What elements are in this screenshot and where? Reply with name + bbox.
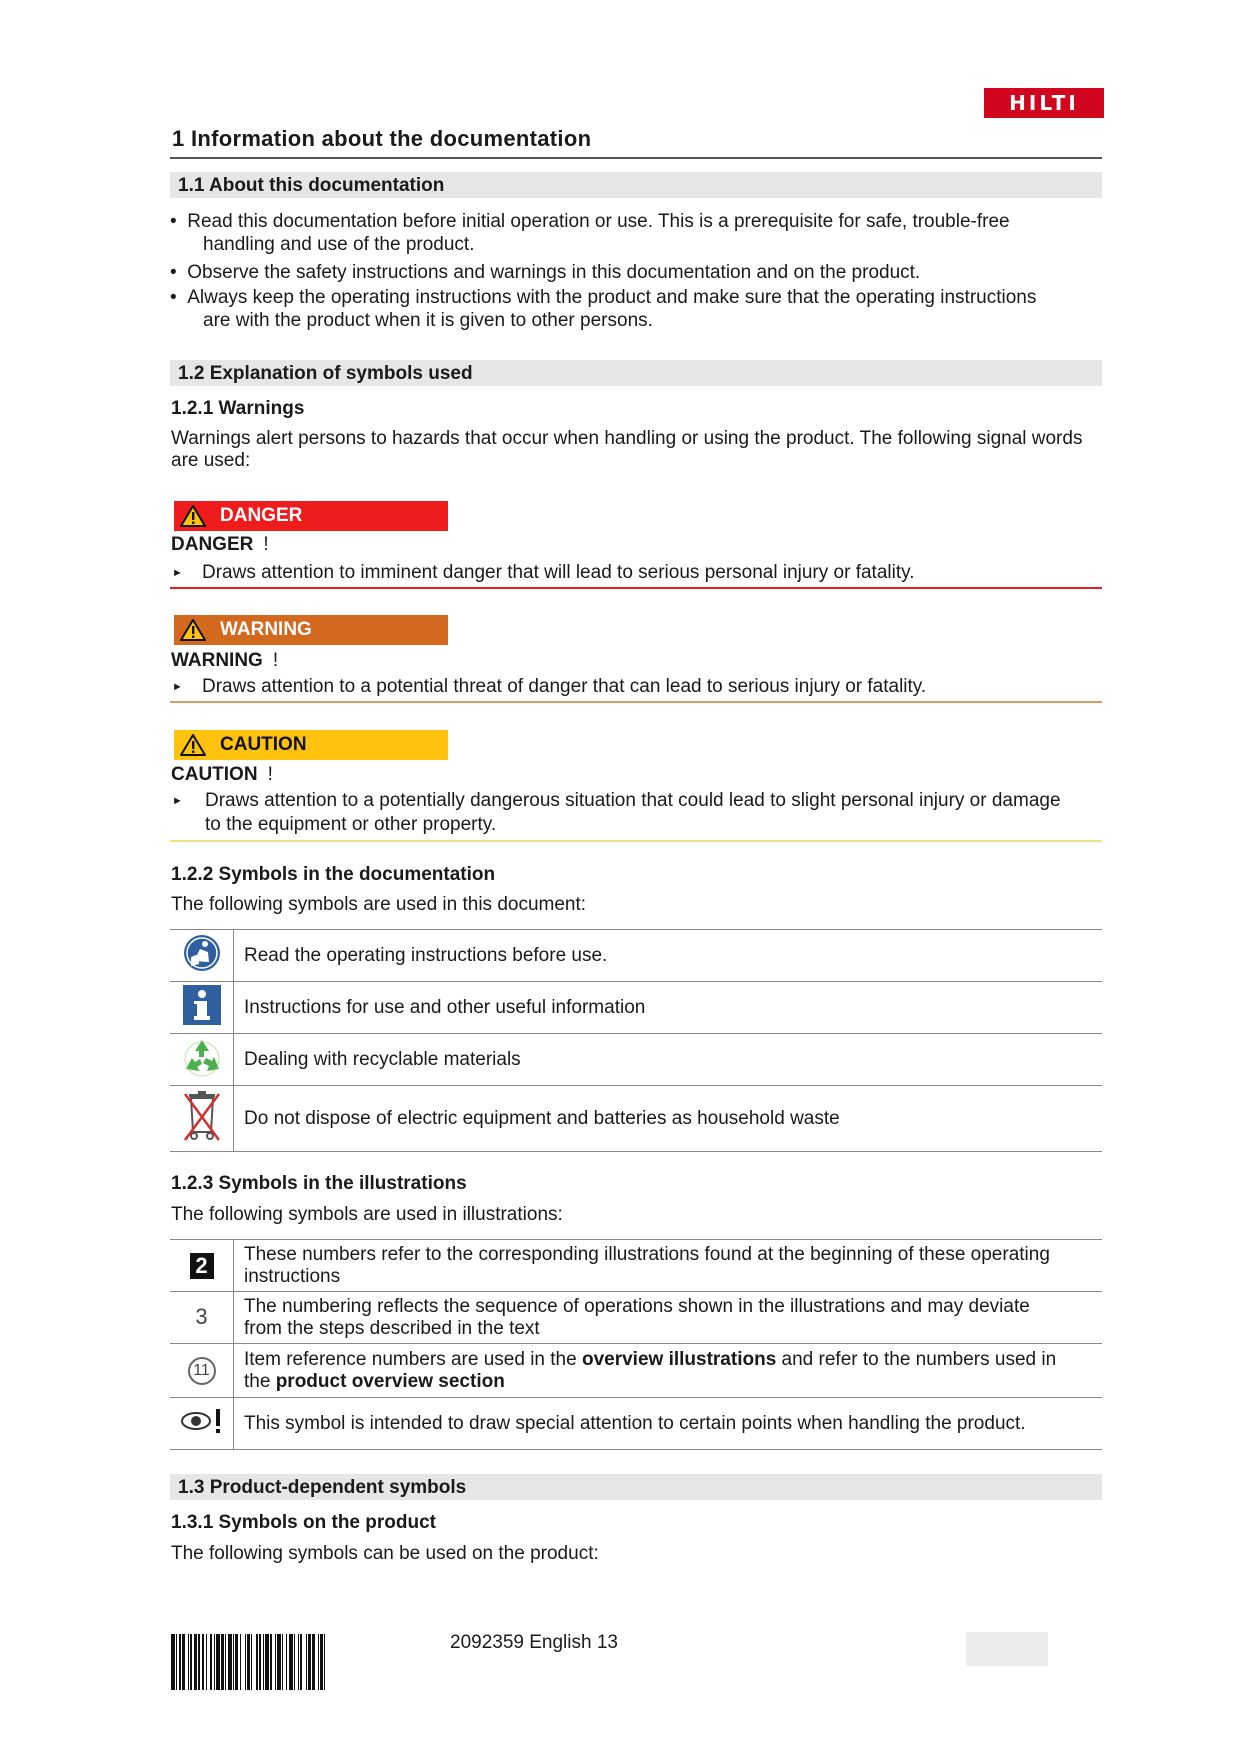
ill-text-part: Item reference numbers are used in the bbox=[244, 1348, 582, 1370]
section-1-3-bar bbox=[170, 1474, 1102, 1500]
caution-text-line1: Draws attention to a potentially dangerous situation that could lead to slight personal injury or damage bbox=[205, 790, 1061, 812]
doc-symbol-text: Instructions for use and other useful information bbox=[234, 982, 1103, 1034]
danger-text: Draws attention to imminent danger that will lead to serious personal injury or fatality. bbox=[202, 562, 915, 584]
warnings-intro-line1: Warnings alert persons to hazards that occur when handling or using the product. The following signal words bbox=[171, 428, 1083, 449]
hilti-logo bbox=[984, 88, 1104, 118]
section-1-3-heading: 1.3 Product-dependent symbols bbox=[178, 1477, 467, 1498]
item-reference-number: 11 bbox=[188, 1357, 216, 1385]
ill-symbols-intro: The following symbols are used in illustrations: bbox=[171, 1204, 563, 1225]
ill-symbol-text bbox=[234, 1292, 1103, 1344]
sequence-number-icon bbox=[170, 1292, 234, 1344]
warnings-heading: 1.2.1 Warnings bbox=[171, 398, 305, 419]
barcode bbox=[171, 1634, 429, 1690]
warning-rule bbox=[170, 701, 1102, 703]
warning-text: Draws attention to a potential threat of danger that can lead to serious injury or fatality. bbox=[202, 676, 927, 698]
ill-text-line: The numbering reflects the sequence of operations shown in the illustrations and may deviate bbox=[244, 1295, 1030, 1317]
info-icon bbox=[170, 982, 234, 1034]
arrow-icon: ► bbox=[172, 795, 183, 807]
warnings-intro-line2: are used: bbox=[171, 450, 251, 471]
section-1-2-bar bbox=[170, 360, 1102, 386]
section-1-1-heading: 1.1 About this documentation bbox=[178, 175, 445, 196]
illustration-number-icon bbox=[170, 1240, 234, 1292]
bullet-1: • Read this documentation before initial operation or use. This is a prerequisite for safe, trouble-free handling and use of the product. bbox=[170, 211, 1010, 255]
ill-symbols-heading: 1.2.3 Symbols in the illustrations bbox=[171, 1173, 467, 1194]
recycle-icon bbox=[170, 1034, 234, 1086]
ill-text-bold: overview illustrations bbox=[581, 1348, 777, 1370]
warning-word-text: WARNING bbox=[171, 650, 263, 671]
ill-text-part: and refer to the numbers used in bbox=[776, 1348, 1057, 1370]
caution-label: CAUTION bbox=[220, 734, 307, 755]
table-row bbox=[170, 930, 1102, 982]
bullet-3-line2: are with the product when it is given to other persons. bbox=[203, 310, 653, 331]
caution-rule bbox=[170, 840, 1102, 842]
danger-signal-box bbox=[174, 501, 448, 531]
doc-symbols-intro: The following symbols are used in this document: bbox=[171, 894, 587, 915]
read-manual-icon bbox=[170, 930, 234, 982]
ill-symbol-text bbox=[234, 1240, 1103, 1292]
doc-symbol-text: Do not dispose of electric equipment and batteries as household waste bbox=[234, 1086, 1103, 1152]
logo-text: HILTI bbox=[1009, 91, 1079, 115]
barcode-bar bbox=[325, 1634, 329, 1690]
bullet-2: • Observe the safety instructions and warnings in this documentation and on the product. bbox=[170, 262, 921, 283]
ill-symbol-text: This symbol is intended to draw special attention to certain points when handling the product. bbox=[234, 1398, 1103, 1450]
bullet-3: • Always keep the operating instructions with the product and make sure that the operating instructions are with the product when it is given to other persons. bbox=[170, 287, 1037, 331]
arrow-icon: ► bbox=[172, 567, 183, 579]
doc-symbols-heading: 1.2.2 Symbols in the documentation bbox=[171, 864, 496, 885]
ill-text-bold: product overview section bbox=[275, 1370, 505, 1392]
illustration-number: 2 bbox=[190, 1253, 214, 1279]
table-row bbox=[170, 982, 1102, 1034]
warning-triangle-icon bbox=[178, 619, 208, 641]
danger-word-text: DANGER bbox=[171, 534, 254, 555]
bullet-2-line1: Observe the safety instructions and warnings in this documentation and on the product. bbox=[187, 262, 921, 283]
sequence-number: 3 bbox=[195, 1303, 208, 1329]
caution-mark: ! bbox=[267, 764, 273, 785]
danger-description bbox=[172, 561, 915, 585]
ill-symbols-table bbox=[170, 1239, 1102, 1450]
weee-bin-icon bbox=[170, 1086, 234, 1152]
bullet-1-line1: Read this documentation before initial operation or use. This is a prerequisite for safe, trouble-free bbox=[187, 211, 1010, 232]
caution-word-text: CAUTION bbox=[171, 764, 258, 785]
ill-text-line: from the steps described in the text bbox=[244, 1317, 540, 1339]
warning-signal-box bbox=[174, 615, 448, 645]
warning-label: WARNING bbox=[220, 619, 312, 640]
item-reference-icon bbox=[170, 1344, 234, 1398]
caution-text-line2: to the equipment or other property. bbox=[205, 814, 497, 836]
caution-signal-box bbox=[174, 730, 448, 760]
doc-symbols-table bbox=[170, 929, 1102, 1152]
footer-gray-box bbox=[966, 1632, 1048, 1666]
doc-symbol-text: Dealing with recyclable materials bbox=[234, 1034, 1103, 1086]
ill-symbol-text bbox=[234, 1344, 1103, 1398]
warnings-intro bbox=[171, 428, 1082, 472]
bullet-1-line2: handling and use of the product. bbox=[203, 234, 475, 255]
product-symbols-heading: 1.3.1 Symbols on the product bbox=[171, 1512, 436, 1533]
caution-description bbox=[172, 789, 1061, 837]
title-rule bbox=[170, 157, 1102, 159]
table-row bbox=[170, 1086, 1102, 1152]
ill-text-part: the bbox=[244, 1370, 276, 1392]
attention-eye-icon bbox=[170, 1398, 234, 1450]
danger-rule bbox=[170, 587, 1102, 589]
ill-text-line: These numbers refer to the corresponding illustrations found at the beginning of these operating bbox=[244, 1243, 1050, 1265]
warning-triangle-icon bbox=[178, 505, 208, 527]
table-row bbox=[170, 1292, 1102, 1344]
danger-word bbox=[171, 534, 269, 556]
warning-mark: ! bbox=[272, 650, 279, 671]
arrow-icon: ► bbox=[172, 681, 183, 693]
ill-text-line: instructions bbox=[244, 1265, 341, 1287]
product-symbols-intro: The following symbols can be used on the product: bbox=[171, 1543, 599, 1564]
danger-label: DANGER bbox=[220, 505, 303, 526]
warning-triangle-icon bbox=[178, 734, 208, 756]
danger-mark: ! bbox=[263, 534, 269, 555]
caution-word bbox=[171, 764, 273, 786]
chapter-title: 1 Information about the documentation bbox=[172, 126, 592, 151]
table-row bbox=[170, 1344, 1102, 1398]
section-1-2-heading: 1.2 Explanation of symbols used bbox=[178, 363, 473, 384]
table-row bbox=[170, 1398, 1102, 1450]
doc-symbol-text: Read the operating instructions before use. bbox=[234, 930, 1103, 982]
table-row bbox=[170, 1034, 1102, 1086]
warning-description bbox=[172, 675, 926, 699]
footer-text: 2092359 English 13 bbox=[450, 1632, 618, 1653]
table-row bbox=[170, 1240, 1102, 1292]
section-1-1-bar bbox=[170, 172, 1102, 198]
bullet-3-line1: Always keep the operating instructions with the product and make sure that the operating instructions bbox=[187, 287, 1037, 308]
warning-word bbox=[171, 650, 278, 672]
